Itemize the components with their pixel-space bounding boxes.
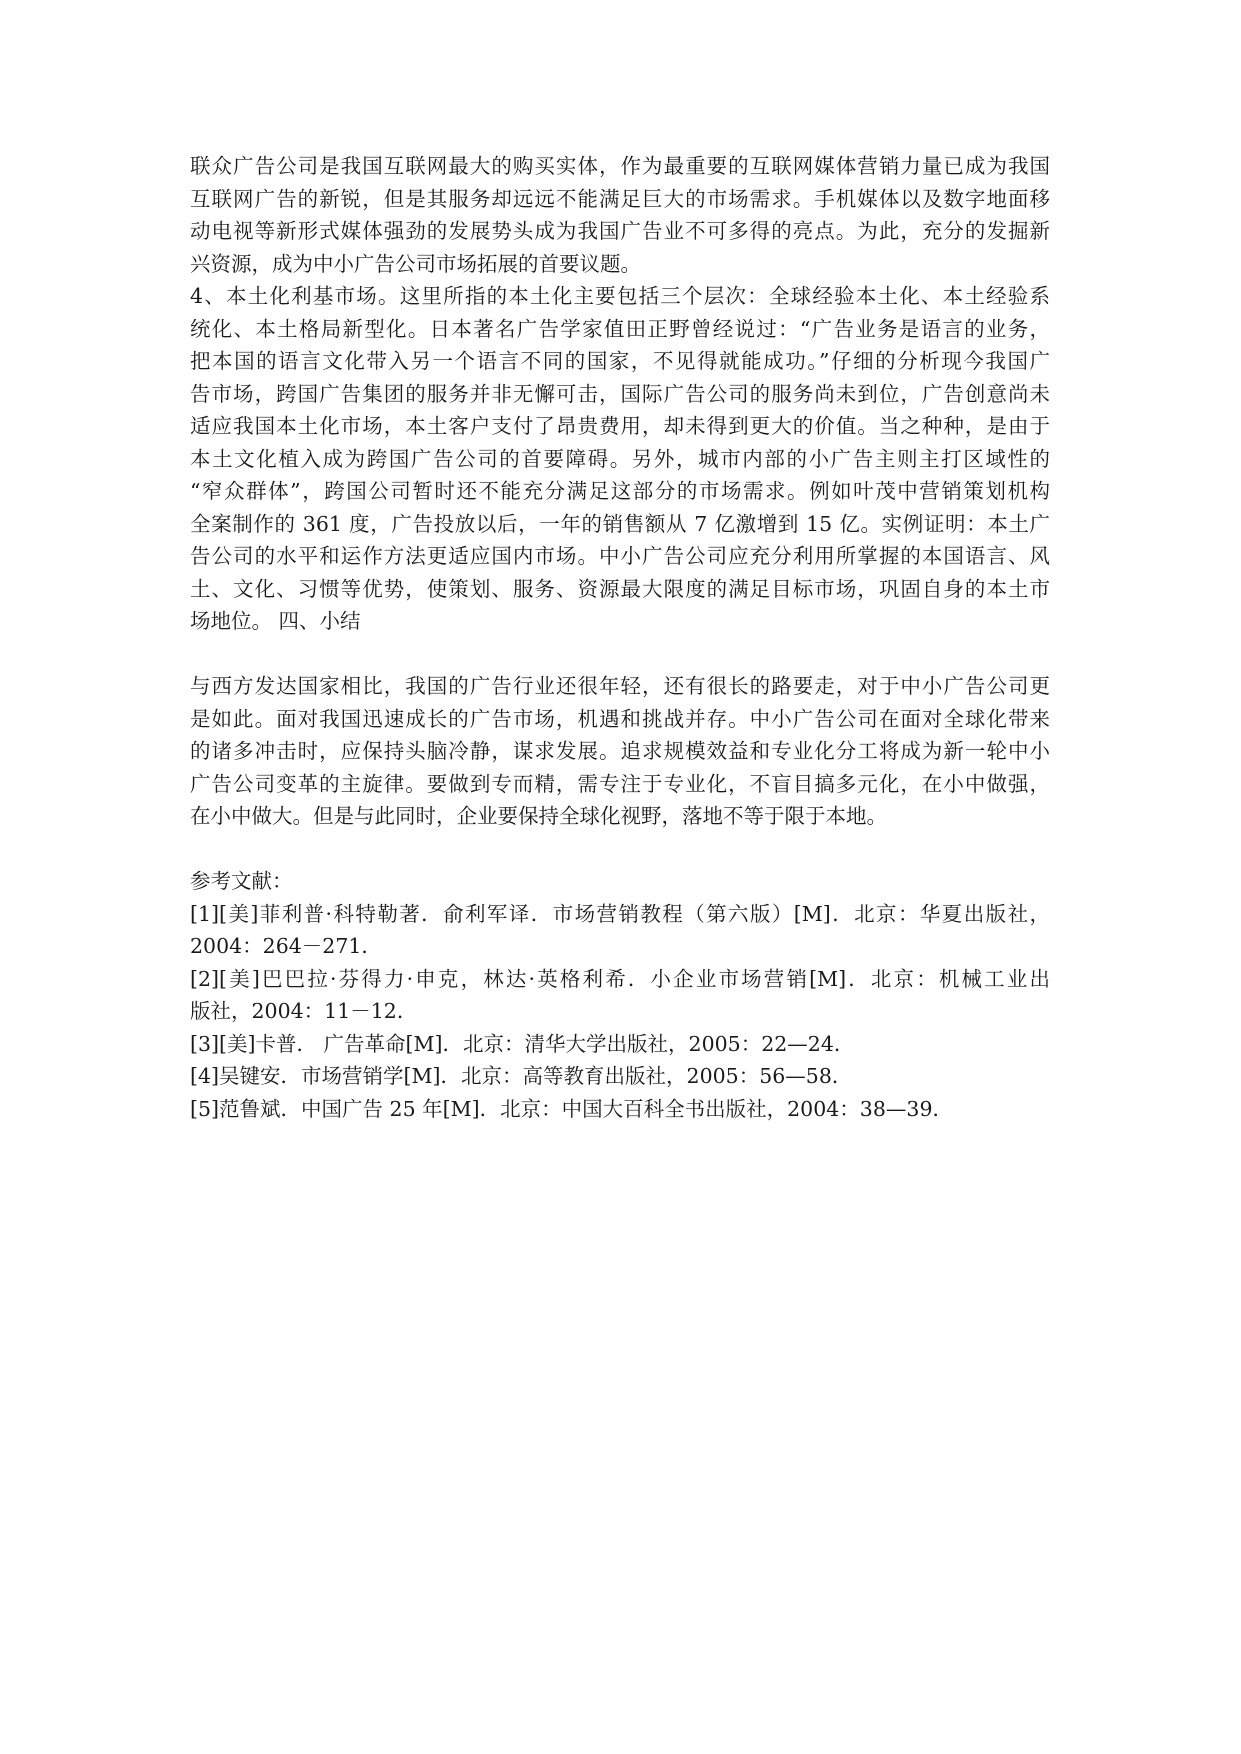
- text-line: 场地位。 四、小结: [190, 609, 361, 633]
- paragraph-localization: [190, 280, 1050, 638]
- paragraph-gap: [190, 833, 1050, 866]
- reference-line: 版社，2004：11－12．: [190, 999, 418, 1023]
- text-line: 动电视等新形式媒体强劲的发展势头成为我国广告业不可多得的亮点。为此，充分的发掘新: [190, 219, 1050, 243]
- text-line: 本土文化植入成为跨国广告公司的首要障碍。另外，城市内部的小广告主则主打区域性的: [190, 446, 1050, 471]
- text-line: 互联网广告的新锐，但是其服务却远远不能满足巨大的市场需求。手机媒体以及数字地面移: [190, 186, 1050, 211]
- text-line: 土、文化、习惯等优势，使策划、服务、资源最大限度的满足目标市场，巩固自身的本土市: [190, 576, 1050, 601]
- text-line: 告市场，跨国广告集团的服务并非无懈可击，国际广告公司的服务尚未到位，广告创意尚未: [190, 381, 1050, 406]
- reference-line: 2004：264－271．: [190, 934, 382, 958]
- text-line: 联众广告公司是我国互联网最大的购买实体，作为最重要的互联网媒体营销力量已成为我国: [190, 154, 1050, 178]
- reference-line: [4]吴键安．市场营销学[M]．北京：高等教育出版社，2005：56—58．: [190, 1064, 853, 1088]
- references-heading: 参考文献：: [190, 869, 293, 893]
- text-line: 4、本土化利基市场。这里所指的本土化主要包括三个层次：全球经验本土化、本土经验系: [190, 284, 1050, 308]
- text-line: “窄众群体”，跨国公司暂时还不能充分满足这部分的市场需求。例如叶茂中营销策划机构: [190, 479, 1050, 503]
- text-line: 把本国的语言文化带入另一个语言不同的国家，不见得就能成功。”仔细的分析现今我国广: [190, 349, 1050, 373]
- text-line: 统化、本土格局新型化。日本著名广告学家值田正野曾经说过：“广告业务是语言的业务，: [190, 316, 1050, 341]
- text-line: 兴资源，成为中小广告公司市场拓展的首要议题。: [190, 251, 641, 276]
- text-line: 在小中做大。但是与此同时，企业要保持全球化视野，落地不等于限于本地。: [190, 804, 887, 828]
- reference-line: [5]范鲁斌．中国广告 25 年[M]．北京：中国大百科全书出版社，2004：38—39．: [190, 1096, 953, 1121]
- document-body: [190, 150, 1050, 1125]
- text-line: 广告公司变革的主旋律。要做到专而精，需专注于专业化，不盲目搞多元化，在小中做强，: [190, 771, 1050, 796]
- text-line: 适应我国本土化市场，本土客户支付了昂贵费用，却未得到更大的价值。当之种种，是由于: [190, 414, 1050, 438]
- paragraph-conclusion: [190, 670, 1050, 833]
- reference-line: [3][美]卡普． 广告革命[M]．北京：清华大学出版社，2005：22—24．: [190, 1031, 855, 1056]
- reference-line: [1][美]菲利普·科特勒著．俞利军译．市场营销教程（第六版）[M]．北京：华夏出版社，: [190, 901, 1050, 926]
- references-section: [190, 865, 1050, 1125]
- text-line: 的诸多冲击时，应保持头脑冷静，谋求发展。追求规模效益和专业化分工将成为新一轮中小: [190, 739, 1050, 763]
- text-line: 与西方发达国家相比，我国的广告行业还很年轻，还有很长的路要走，对于中小广告公司更: [190, 674, 1050, 698]
- paragraph-gap: [190, 638, 1050, 671]
- text-line: 是如此。面对我国迅速成长的广告市场，机遇和挑战并存。中小广告公司在面对全球化带来: [190, 706, 1050, 731]
- reference-line: [2][美]巴巴拉·芬得力·申克，林达·英格利希．小企业市场营销[M]．北京：机械工业出: [190, 966, 1050, 991]
- text-line: 全案制作的 361 度，广告投放以后，一年的销售额从 7 亿激增到 15 亿。实例证明：本土广: [190, 511, 1050, 536]
- text-line: 告公司的水平和运作方法更适应国内市场。中小广告公司应充分利用所掌握的本国语言、风: [190, 544, 1050, 568]
- paragraph-internet-media: [190, 150, 1050, 280]
